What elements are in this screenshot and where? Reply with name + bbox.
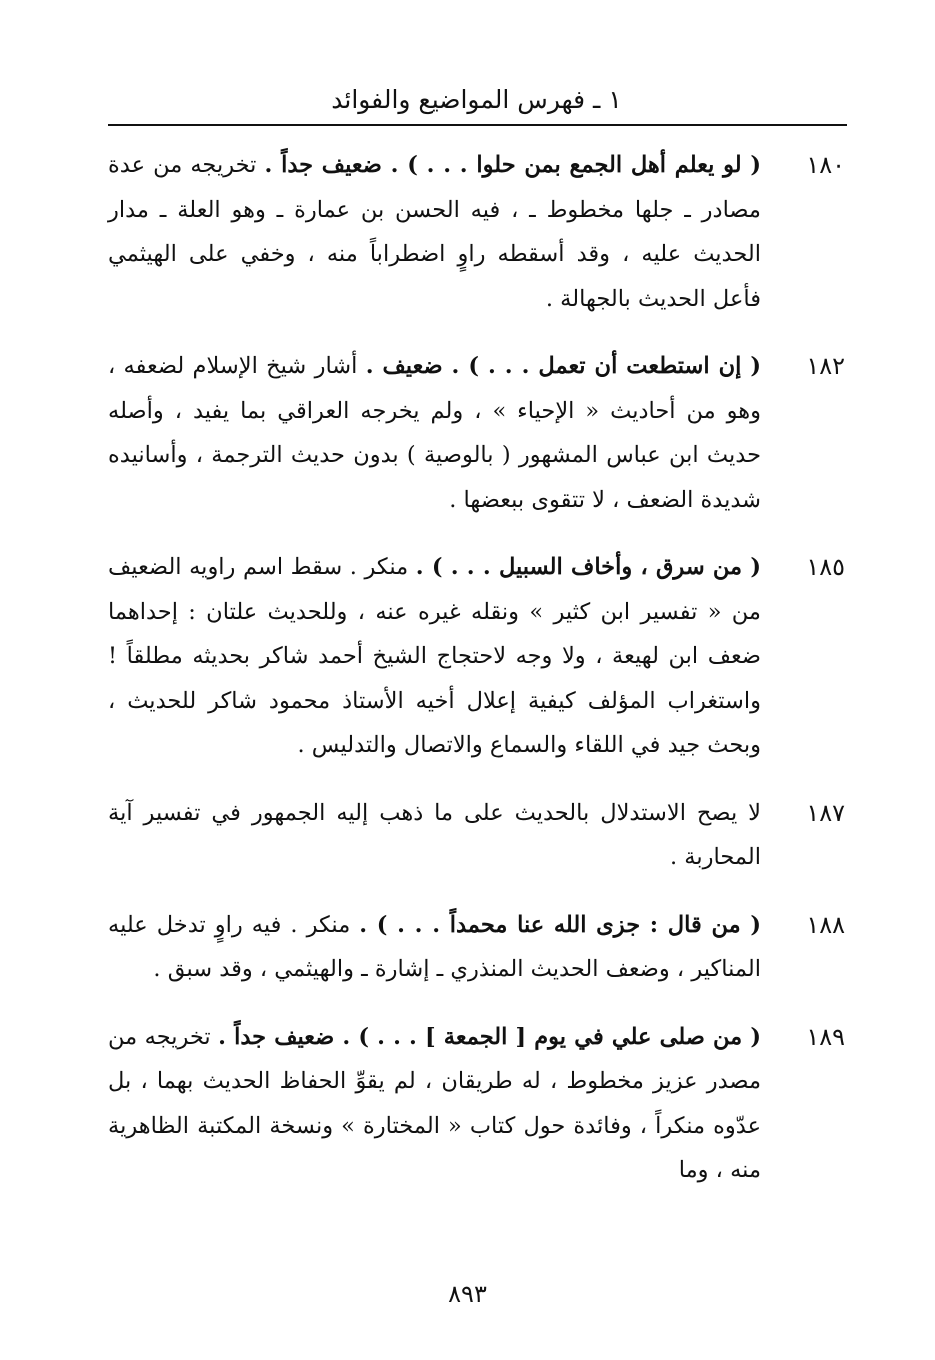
index-entries-list	[108, 143, 845, 1216]
entry-commentary: تخريجه من مصدر عزيز مخطوط ، له طريقان ، لم يقوِّ الحفاظ الحديث بهما ، بل عدّوه منكراً ، وفائدة حول كتاب « المختارة » ونسخة المكتبة الظاهرية منه ، وما	[108, 1023, 761, 1183]
entry-text	[108, 791, 761, 880]
entry-hadith-text: ( إن استطعت أن تعمل . . . ) . ضعيف .	[365, 353, 761, 379]
index-entry	[108, 143, 845, 321]
entry-number: ١٨٠	[806, 151, 845, 179]
page-header-title: ١ ـ فهرس المواضيع والفوائد	[331, 85, 622, 114]
entry-commentary: لا يصح الاستدلال بالحديث على ما ذهب إليه الجمهور في تفسير آية المحاربة .	[108, 799, 761, 870]
header-divider	[108, 124, 847, 126]
entry-text	[108, 143, 761, 321]
entry-number: ١٨٩	[806, 1022, 845, 1051]
entry-text	[108, 903, 761, 992]
entry-commentary: منكر . فيه راوٍ تدخل عليه المناكير ، وضعف الحديث المنذري ـ إشارة ـ والهيثمي ، وقد سبق .	[108, 911, 761, 982]
index-entry	[108, 903, 845, 992]
entry-number: ١٨٥	[806, 553, 845, 581]
entry-hadith-text: ( لو يعلم أهل الجمع بمن حلوا . . . ) . ضعيف جداً .	[264, 152, 761, 178]
entry-hadith-text: ( من صلى علي في يوم [ الجمعة ] . . . ) . ضعيف جداً .	[218, 1023, 761, 1050]
index-entry	[108, 545, 845, 768]
page-number: ٨٩٣	[448, 1280, 487, 1308]
entry-number: ١٨٨	[806, 910, 845, 939]
entry-commentary: منكر . سقط اسم راويه الضعيف من « تفسير ابن كثير » ونقله غيره عنه ، وللحديث علتان : إحداهما ضعف ابن لهيعة ، ولا وجه لاحتجاج الشيخ أحمد شاكر بحديثه مطلقاً ! واستغراب المؤلف كيفية إعلال أخيه الأستاذ محمود شاكر للحديث ، وبحث جيد في اللقاء والسماع والاتصال والتدليس .	[108, 554, 761, 758]
entry-commentary: أشار شيخ الإسلام لضعفه ، وهو من أحاديث « الإحياء » ، ولم يخرجه العراقي بما يفيد ، وأصله حديث ابن عباس المشهور ( بالوصية ) بدون حديث الترجمة ، وأسانيده شديدة الضعف ، لا تتقوى ببعضها .	[108, 353, 762, 513]
index-entry	[108, 1015, 845, 1193]
entry-text	[108, 1015, 761, 1193]
entry-commentary: تخريجه من عدة مصادر ـ جلها مخطوط ـ ، فيه الحسن بن عمارة ـ وهو العلة ـ مدار الحديث عليه ، وقد أسقطه راوٍ اضطراباً منه ، وخفي على الهيثمي فأعل الحديث بالجهالة .	[108, 152, 761, 312]
entry-hadith-text: ( من سرق ، وأخاف السبيل . . . ) .	[415, 554, 761, 580]
index-entry	[108, 791, 845, 880]
entry-number: ١٨٢	[806, 352, 845, 380]
entry-hadith-text: ( من قال : جزى الله عنا محمداً . . . ) .	[359, 911, 761, 938]
index-entry	[108, 344, 845, 522]
entry-text	[108, 344, 761, 522]
entry-text	[108, 545, 761, 768]
entry-number: ١٨٧	[806, 798, 845, 827]
